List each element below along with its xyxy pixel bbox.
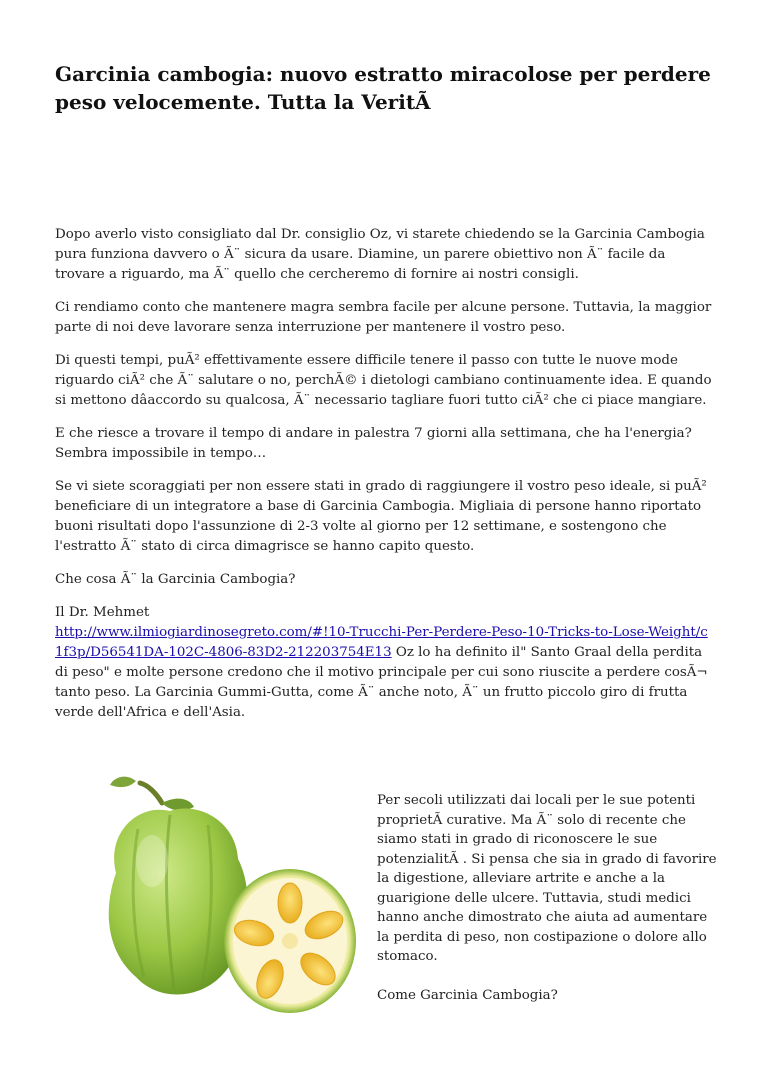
paragraph-intro: Dopo averlo visto consigliato dal Dr. consiglio Oz, vi starete chiedendo se la Garcinia Cambogia pura funziona davvero o Ã¨ sicura da usare. Diamine, un parere obiettivo non Ã¨ facile da trovare a riguardo, ma Ã¨ quello che cercheremo di fornire ai nostri consigli. [55, 227, 705, 282]
document-body [55, 225, 715, 736]
paragraph-mehmet-rest: Oz lo ha definito il" Santo Graal della perdita di peso" e molte persone credono che il motivo principale per cui sono riuscite a perdere cosÃ¬ tanto peso. La Garcinia Gummi-Gutta, come Ã¨ anche noto, Ã¨ un frutto piccolo giro di frutta verde dell'Africa e dell'Asia. [55, 645, 708, 720]
paragraph-question: Che cosa Ã¨ la Garcinia Cambogia? [55, 572, 296, 587]
paragraph-mehmet [55, 603, 715, 723]
paragraph-supplement: Se vi siete scoraggiati per non essere stati in grado di raggiungere il vostro peso ideale, si puÃ² beneficiare di un integratore a base di Garcinia Cambogia. Migliaia di persone hanno riportato buoni risultati dopo l'assunzione di 2-3 volte al giorno per 12 settimane, e sostengono che l'estratto Ã¨ stato di circa dimagrisce se hanno capito questo. [55, 479, 707, 554]
garcinia-fruit-image [78, 763, 360, 1025]
paragraph-weight: Ci rendiamo conto che mantenere magra sembra facile per alcune persone. Tuttavia, la maggior parte di noi deve lavorare senza interruzione per mantenere il vostro peso. [55, 300, 712, 335]
side-column-text [377, 791, 722, 1024]
document-title: Garcinia cambogia: nuovo estratto miracolose per perdere peso velocemente. Tutta la VeritÃ [55, 62, 711, 114]
side-paragraph-question: Come Garcinia Cambogia? [377, 987, 558, 1003]
side-paragraph-benefits: Per secoli utilizzati dai locali per le sue potenti proprietÃ curative. Ma Ã¨ solo di recente che siamo stati in grado di riconoscere le sue potenzialitÃ . Si pensa che sia in grado di favorire la digestione, alleviare artrite e anche a la guarigione delle ulcere. Tuttavia, studi medici hanno anche dimostrato che aiuta ad aumentare la perdita di peso, non costipazione o dolore allo stomaco. [377, 793, 717, 964]
paragraph-diet-trends: Di questi tempi, puÃ² effettivamente essere difficile tenere il passo con tutte le nuove mode riguardo ciÃ² che Ã¨ salutare o no, perchÃ© i dietologi cambiano continuamente idea. E quando si mettono dâaccordo su qualcosa, Ã¨ necessario tagliare fuori tutto ciÃ² che ci piace mangiare. [55, 353, 712, 408]
paragraph-gym: E che riesce a trovare il tempo di andare in palestra 7 giorni alla settimana, che ha l'energia? Sembra impossibile in tempo… [55, 426, 692, 461]
paragraph-mehmet-lead: Il Dr. Mehmet [55, 605, 150, 620]
source-link[interactable]: http://www.ilmiogiardinosegreto.com/#!10-Trucchi-Per-Perdere-Peso-10-Tricks-to-Lose-Weight/c1f3p/D56541DA-102C-4806-83D2-212203754E13 [55, 625, 708, 660]
